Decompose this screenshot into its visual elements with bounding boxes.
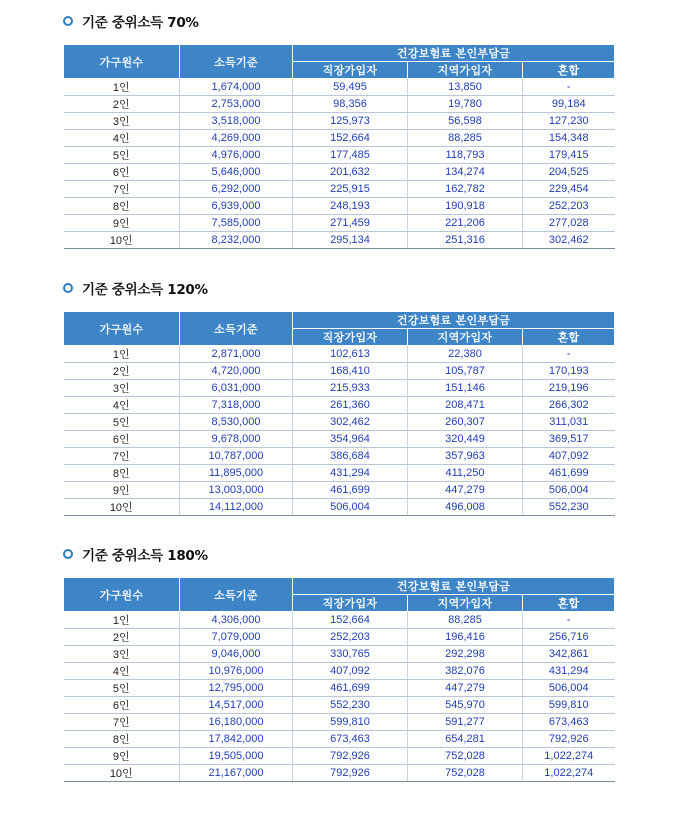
cell-mixed: - bbox=[523, 79, 615, 96]
cell-household: 8인 bbox=[64, 731, 180, 748]
table-row bbox=[64, 79, 615, 96]
cell-regional: 22,380 bbox=[408, 346, 523, 363]
cell-mixed: 99,184 bbox=[523, 96, 615, 113]
cell-employee: 215,933 bbox=[293, 380, 408, 397]
header-income-standard: 소득기준 bbox=[180, 578, 293, 612]
header-household-size: 가구원수 bbox=[64, 578, 180, 612]
table-row bbox=[64, 147, 615, 164]
header-regional: 지역가입자 bbox=[408, 62, 523, 79]
table-row bbox=[64, 748, 615, 765]
cell-household: 2인 bbox=[64, 629, 180, 646]
cell-income: 14,517,000 bbox=[180, 697, 293, 714]
cell-employee: 461,699 bbox=[293, 680, 408, 697]
header-mixed: 혼합 bbox=[523, 62, 615, 79]
cell-employee: 59,495 bbox=[293, 79, 408, 96]
cell-household: 4인 bbox=[64, 397, 180, 414]
cell-regional: 411,250 bbox=[408, 465, 523, 482]
cell-household: 2인 bbox=[64, 96, 180, 113]
cell-income: 6,292,000 bbox=[180, 181, 293, 198]
cell-household: 6인 bbox=[64, 164, 180, 181]
header-regional: 지역가입자 bbox=[408, 329, 523, 346]
cell-mixed: 154,348 bbox=[523, 130, 615, 147]
cell-employee: 386,684 bbox=[293, 448, 408, 465]
header-mixed: 혼합 bbox=[523, 329, 615, 346]
cell-regional: 357,963 bbox=[408, 448, 523, 465]
cell-income: 9,678,000 bbox=[180, 431, 293, 448]
cell-income: 5,646,000 bbox=[180, 164, 293, 181]
cell-regional: 56,598 bbox=[408, 113, 523, 130]
cell-income: 3,518,000 bbox=[180, 113, 293, 130]
table-row bbox=[64, 697, 615, 714]
cell-mixed: 127,230 bbox=[523, 113, 615, 130]
cell-mixed: 277,028 bbox=[523, 215, 615, 232]
cell-mixed: 302,462 bbox=[523, 232, 615, 249]
cell-household: 10인 bbox=[64, 499, 180, 516]
cell-income: 7,079,000 bbox=[180, 629, 293, 646]
cell-income: 14,112,000 bbox=[180, 499, 293, 516]
table-row bbox=[64, 482, 615, 499]
header-household-size: 가구원수 bbox=[64, 312, 180, 346]
cell-mixed: 506,004 bbox=[523, 482, 615, 499]
cell-income: 4,976,000 bbox=[180, 147, 293, 164]
cell-income: 7,318,000 bbox=[180, 397, 293, 414]
cell-mixed: 311,031 bbox=[523, 414, 615, 431]
cell-regional: 752,028 bbox=[408, 765, 523, 782]
cell-household: 6인 bbox=[64, 431, 180, 448]
cell-mixed: 552,230 bbox=[523, 499, 615, 516]
cell-regional: 591,277 bbox=[408, 714, 523, 731]
cell-regional: 13,850 bbox=[408, 79, 523, 96]
cell-mixed: 792,926 bbox=[523, 731, 615, 748]
premium-table bbox=[63, 577, 615, 782]
cell-household: 8인 bbox=[64, 465, 180, 482]
cell-household: 5인 bbox=[64, 147, 180, 164]
cell-income: 8,530,000 bbox=[180, 414, 293, 431]
cell-income: 4,306,000 bbox=[180, 612, 293, 629]
premium-table bbox=[63, 44, 615, 249]
cell-regional: 260,307 bbox=[408, 414, 523, 431]
cell-income: 21,167,000 bbox=[180, 765, 293, 782]
cell-regional: 19,780 bbox=[408, 96, 523, 113]
cell-employee: 354,964 bbox=[293, 431, 408, 448]
table-row bbox=[64, 113, 615, 130]
cell-regional: 134,274 bbox=[408, 164, 523, 181]
cell-income: 11,895,000 bbox=[180, 465, 293, 482]
cell-regional: 221,206 bbox=[408, 215, 523, 232]
cell-income: 16,180,000 bbox=[180, 714, 293, 731]
cell-mixed: 170,193 bbox=[523, 363, 615, 380]
cell-household: 7인 bbox=[64, 181, 180, 198]
cell-employee: 225,915 bbox=[293, 181, 408, 198]
table-row bbox=[64, 680, 615, 697]
cell-employee: 673,463 bbox=[293, 731, 408, 748]
cell-household: 4인 bbox=[64, 130, 180, 147]
cell-income: 8,232,000 bbox=[180, 232, 293, 249]
header-employee: 직장가입자 bbox=[293, 595, 408, 612]
cell-employee: 261,360 bbox=[293, 397, 408, 414]
cell-regional: 496,008 bbox=[408, 499, 523, 516]
section-title-text: 기준 중위소득 120% bbox=[82, 282, 208, 298]
cell-employee: 461,699 bbox=[293, 482, 408, 499]
cell-mixed: 204,525 bbox=[523, 164, 615, 181]
section-title-text: 기준 중위소득 70% bbox=[82, 15, 199, 31]
cell-mixed: 1,022,274 bbox=[523, 748, 615, 765]
cell-employee: 201,632 bbox=[293, 164, 408, 181]
cell-income: 4,269,000 bbox=[180, 130, 293, 147]
table-row bbox=[64, 431, 615, 448]
cell-regional: 447,279 bbox=[408, 482, 523, 499]
cell-employee: 506,004 bbox=[293, 499, 408, 516]
cell-income: 6,031,000 bbox=[180, 380, 293, 397]
cell-mixed: 461,699 bbox=[523, 465, 615, 482]
cell-regional: 292,298 bbox=[408, 646, 523, 663]
cell-employee: 125,973 bbox=[293, 113, 408, 130]
cell-income: 7,585,000 bbox=[180, 215, 293, 232]
cell-household: 10인 bbox=[64, 232, 180, 249]
cell-household: 2인 bbox=[64, 363, 180, 380]
cell-mixed: 179,415 bbox=[523, 147, 615, 164]
cell-household: 1인 bbox=[64, 346, 180, 363]
cell-regional: 654,281 bbox=[408, 731, 523, 748]
cell-regional: 382,076 bbox=[408, 663, 523, 680]
cell-employee: 552,230 bbox=[293, 697, 408, 714]
table-row bbox=[64, 380, 615, 397]
header-income-standard: 소득기준 bbox=[180, 45, 293, 79]
cell-regional: 118,793 bbox=[408, 147, 523, 164]
cell-employee: 252,203 bbox=[293, 629, 408, 646]
header-income-standard: 소득기준 bbox=[180, 312, 293, 346]
cell-employee: 98,356 bbox=[293, 96, 408, 113]
header-employee: 직장가입자 bbox=[293, 329, 408, 346]
section-title bbox=[63, 278, 208, 298]
table-row bbox=[64, 181, 615, 198]
cell-household: 9인 bbox=[64, 482, 180, 499]
cell-regional: 752,028 bbox=[408, 748, 523, 765]
table-row bbox=[64, 448, 615, 465]
table-row bbox=[64, 714, 615, 731]
cell-regional: 88,285 bbox=[408, 130, 523, 147]
table-row bbox=[64, 646, 615, 663]
cell-mixed: 431,294 bbox=[523, 663, 615, 680]
cell-income: 12,795,000 bbox=[180, 680, 293, 697]
premium-table bbox=[63, 311, 615, 516]
cell-employee: 431,294 bbox=[293, 465, 408, 482]
cell-mixed: 369,517 bbox=[523, 431, 615, 448]
cell-employee: 177,485 bbox=[293, 147, 408, 164]
table-row bbox=[64, 130, 615, 147]
table-row bbox=[64, 232, 615, 249]
cell-employee: 168,410 bbox=[293, 363, 408, 380]
cell-employee: 792,926 bbox=[293, 765, 408, 782]
header-household-size: 가구원수 bbox=[64, 45, 180, 79]
table-row bbox=[64, 765, 615, 782]
cell-regional: 151,146 bbox=[408, 380, 523, 397]
cell-household: 9인 bbox=[64, 215, 180, 232]
cell-household: 1인 bbox=[64, 612, 180, 629]
header-premium-group: 건강보험료 본인부담금 bbox=[293, 578, 615, 595]
cell-income: 2,871,000 bbox=[180, 346, 293, 363]
table-row bbox=[64, 629, 615, 646]
table-row bbox=[64, 346, 615, 363]
cell-mixed: 1,022,274 bbox=[523, 765, 615, 782]
cell-income: 19,505,000 bbox=[180, 748, 293, 765]
table-row bbox=[64, 397, 615, 414]
cell-regional: 162,782 bbox=[408, 181, 523, 198]
table-row bbox=[64, 363, 615, 380]
cell-employee: 295,134 bbox=[293, 232, 408, 249]
section-title bbox=[63, 544, 208, 564]
cell-income: 1,674,000 bbox=[180, 79, 293, 96]
cell-mixed: - bbox=[523, 612, 615, 629]
cell-employee: 152,664 bbox=[293, 130, 408, 147]
table-row bbox=[64, 465, 615, 482]
cell-employee: 599,810 bbox=[293, 714, 408, 731]
cell-household: 10인 bbox=[64, 765, 180, 782]
cell-mixed: 229,454 bbox=[523, 181, 615, 198]
cell-regional: 190,918 bbox=[408, 198, 523, 215]
table-row bbox=[64, 499, 615, 516]
cell-regional: 545,970 bbox=[408, 697, 523, 714]
cell-regional: 105,787 bbox=[408, 363, 523, 380]
cell-income: 6,939,000 bbox=[180, 198, 293, 215]
cell-mixed: 407,092 bbox=[523, 448, 615, 465]
cell-income: 4,720,000 bbox=[180, 363, 293, 380]
cell-mixed: 506,004 bbox=[523, 680, 615, 697]
header-employee: 직장가입자 bbox=[293, 62, 408, 79]
cell-regional: 320,449 bbox=[408, 431, 523, 448]
table-row bbox=[64, 612, 615, 629]
cell-mixed: 342,861 bbox=[523, 646, 615, 663]
circle-bullet-icon bbox=[63, 549, 73, 559]
table-row bbox=[64, 663, 615, 680]
section-title bbox=[63, 11, 199, 31]
circle-bullet-icon bbox=[63, 16, 73, 26]
cell-mixed: 599,810 bbox=[523, 697, 615, 714]
circle-bullet-icon bbox=[63, 283, 73, 293]
cell-employee: 271,459 bbox=[293, 215, 408, 232]
cell-income: 10,976,000 bbox=[180, 663, 293, 680]
header-premium-group: 건강보험료 본인부담금 bbox=[293, 45, 615, 62]
table-row bbox=[64, 164, 615, 181]
cell-household: 8인 bbox=[64, 198, 180, 215]
cell-household: 5인 bbox=[64, 414, 180, 431]
cell-household: 7인 bbox=[64, 448, 180, 465]
cell-household: 4인 bbox=[64, 663, 180, 680]
cell-regional: 88,285 bbox=[408, 612, 523, 629]
cell-income: 13,003,000 bbox=[180, 482, 293, 499]
cell-regional: 447,279 bbox=[408, 680, 523, 697]
cell-household: 6인 bbox=[64, 697, 180, 714]
cell-employee: 407,092 bbox=[293, 663, 408, 680]
cell-household: 9인 bbox=[64, 748, 180, 765]
table-row bbox=[64, 215, 615, 232]
table-row bbox=[64, 198, 615, 215]
cell-household: 3인 bbox=[64, 646, 180, 663]
cell-household: 5인 bbox=[64, 680, 180, 697]
cell-income: 17,842,000 bbox=[180, 731, 293, 748]
cell-employee: 248,193 bbox=[293, 198, 408, 215]
cell-mixed: 673,463 bbox=[523, 714, 615, 731]
cell-mixed: - bbox=[523, 346, 615, 363]
cell-employee: 102,613 bbox=[293, 346, 408, 363]
cell-employee: 152,664 bbox=[293, 612, 408, 629]
table-row bbox=[64, 96, 615, 113]
cell-employee: 792,926 bbox=[293, 748, 408, 765]
cell-household: 1인 bbox=[64, 79, 180, 96]
cell-household: 3인 bbox=[64, 380, 180, 397]
cell-regional: 251,316 bbox=[408, 232, 523, 249]
cell-mixed: 256,716 bbox=[523, 629, 615, 646]
cell-household: 3인 bbox=[64, 113, 180, 130]
cell-income: 9,046,000 bbox=[180, 646, 293, 663]
cell-employee: 330,765 bbox=[293, 646, 408, 663]
header-regional: 지역가입자 bbox=[408, 595, 523, 612]
cell-mixed: 252,203 bbox=[523, 198, 615, 215]
table-row bbox=[64, 414, 615, 431]
cell-regional: 196,416 bbox=[408, 629, 523, 646]
cell-mixed: 266,302 bbox=[523, 397, 615, 414]
cell-mixed: 219,196 bbox=[523, 380, 615, 397]
cell-income: 10,787,000 bbox=[180, 448, 293, 465]
header-mixed: 혼합 bbox=[523, 595, 615, 612]
header-premium-group: 건강보험료 본인부담금 bbox=[293, 312, 615, 329]
table-row bbox=[64, 731, 615, 748]
section-title-text: 기준 중위소득 180% bbox=[82, 548, 208, 564]
cell-income: 2,753,000 bbox=[180, 96, 293, 113]
cell-employee: 302,462 bbox=[293, 414, 408, 431]
cell-regional: 208,471 bbox=[408, 397, 523, 414]
cell-household: 7인 bbox=[64, 714, 180, 731]
